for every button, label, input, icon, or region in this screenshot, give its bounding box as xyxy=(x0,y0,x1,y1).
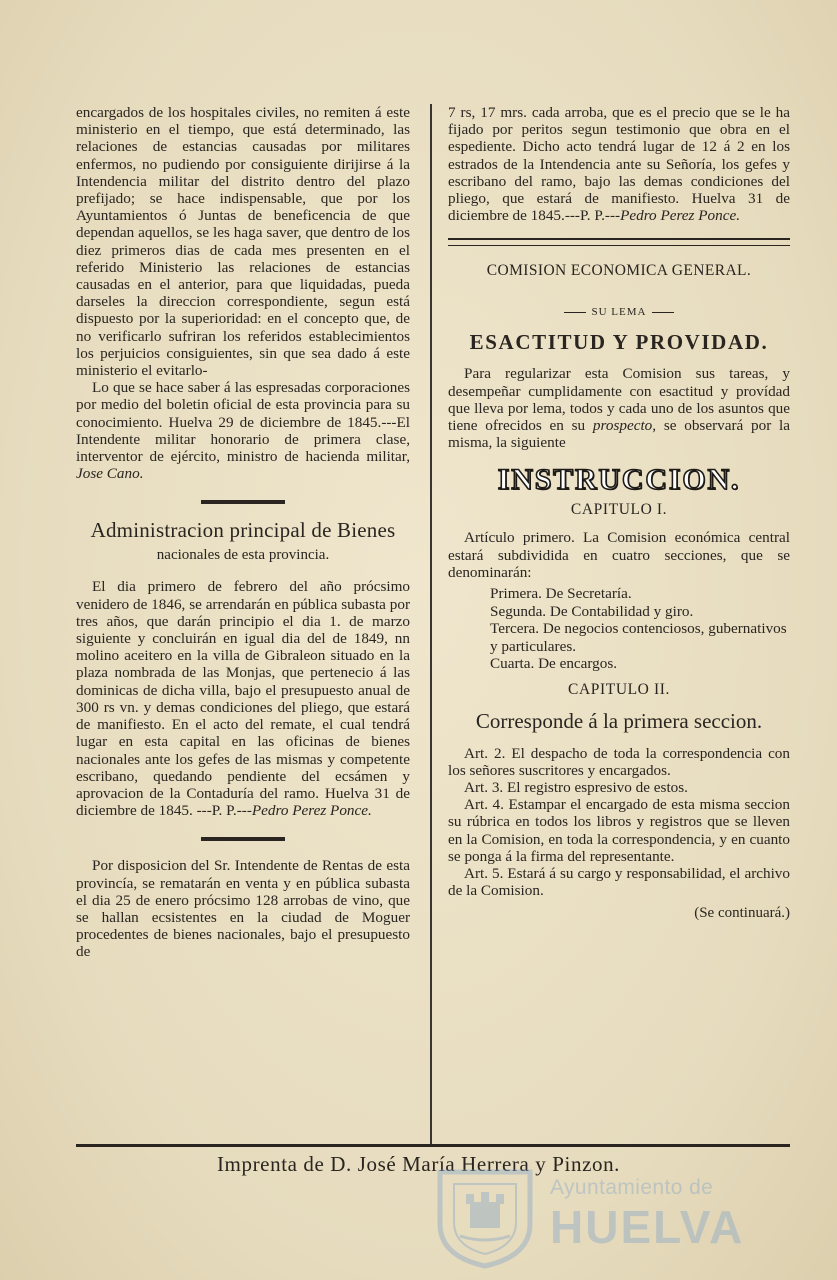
instruccion-title: INSTRUCCION. xyxy=(497,463,741,497)
su-lema: SU LEMA xyxy=(591,306,647,319)
art-5: Art. 5. Estará á su cargo y responsabilidad, el archivo de la Comision. xyxy=(448,864,790,900)
adm-paragraph xyxy=(76,578,410,819)
seccion-item: Cuarta. De encargos. xyxy=(490,655,618,673)
column-divider xyxy=(430,104,432,1144)
comision-title: COMISION ECONOMICA GENERAL. xyxy=(486,262,752,280)
secciones-list xyxy=(448,585,790,673)
se-continuara: (Se continuará.) xyxy=(694,905,790,922)
capitulo-1: CAPITULO I. xyxy=(570,501,668,519)
seccion-item: Tercera. De negocios contenciosos, gubernativos y particulares. xyxy=(490,620,787,655)
right-column xyxy=(448,104,790,922)
art-2: Art. 2. El despacho de toda la correspondencia con los señores suscritores y encargados. xyxy=(448,744,790,779)
cano-paragraph-text: Lo que se hace saber á las espresadas corporaciones por medio del boletin oficial de esta provincia para su conocimiento. Huelva 29 de diciembre de 1845.---El Intendente militar honorario de primera clase, interventor de ejército, ministro de hacienda militar, xyxy=(76,379,410,466)
seccion-item: Primera. De Secretaría. xyxy=(490,585,632,603)
continued-paragraph-text: 7 rs, 17 mrs. cada arroba, que es el precio que se le ha fijado por peritos segun testimonio que obra en el espediente. Dicho acto tendrá lugar de 12 á 2 en los estrados de la Intendencia ante su Señoría, los gefes y escribano del ramo, bajo las demas condiciones del pliego, que estará de manifiesto. Huelva 31 de diciembre de 1845.---P. P.--- xyxy=(448,104,790,225)
rentas-paragraph: Por disposicion del Sr. Intendente de Rentas de esta provincía, se rematarán en venta y en pública subasta el dia 25 de enero prócsimo 128 arrobas de vino, que se hallan ecsistentes en la ciudad de Moguer procedentes de bienes nacionales, bajo el presupuesto de xyxy=(76,857,410,961)
watermark-line2: HUELVA xyxy=(550,1201,745,1253)
cano-signature: Jose Cano. xyxy=(76,465,144,483)
lema-dash-right xyxy=(652,312,674,313)
reg-text-2: , se observará por la misma, la siguiente xyxy=(448,417,790,452)
reg-prospecto: prospecto xyxy=(592,417,653,435)
watermark-line1: Ayuntamiento de xyxy=(550,1176,714,1199)
adm-heading: Administracion principal de Bienes xyxy=(90,518,396,543)
art-4: Art. 4. Estampar el encargado de esta misma seccion su rúbrica en todos los libros y registros que se lleven en la Comision, en toda la correspondencia, y en cuanto se ponga á la firma del representante. xyxy=(448,796,790,865)
imprint-line: Imprenta de D. José María Herrera y Pinzon. xyxy=(216,1152,621,1176)
watermark xyxy=(430,1160,760,1270)
double-rule xyxy=(448,238,790,246)
art-3: Art. 3. El registro espresivo de estos. xyxy=(464,778,688,796)
seccion-item: Segunda. De Contabilidad y giro. xyxy=(490,602,694,620)
articulo-1: Artículo primero. La Comision económica central estará subdividida en cuatro secciones, que se denominarán: xyxy=(448,529,790,581)
reg-text-1: Para regularizar esta Comision sus tareas, y desempeñar cumplidamente con esactitud y provídad que lleva por lema, todos y cada uno de los asuntos que tiene ofrecidos en su xyxy=(448,365,790,435)
intro-paragraph: encargados de los hospitales civiles, no remiten á este ministerio en el tiempo, que está determinado, las relaciones de estancias causadas por militares enfermos, no pudiendo por consiguiente dirijirse á la Intendencia militar del distrito dentro del plazo prefijado; se hace indispensable, que por los Ayuntamientos ó Juntas de beneficencia de que dependan aquellos, se les haga saver, que dentro de los diez primeros dias de cada mes presenten en el referido Ministerio las relaciones de estancias causadas en el anterior, para que liquidadas, pueda darseles la direccion correspondiente, segun está dispuesto por la superioridad: en el concepto que, de no verificarlo sufriran los referidos establecimientos los perjuicios consiguientes, sin que sea dado á este ministerio el evitarlo- xyxy=(76,104,410,380)
adm-paragraph-text: El dia primero de febrero del año prócsimo venidero de 1846, se arrendarán en pública subasta por tres años, que darán principio el dia 1. de marzo siguiente y concluirán en igual dia del de 1849, nn molino aceitero en la villa de Gibraleon situado en la plaza nombrada de las Monjas, que pertenecio á las dominicas de dicha villa, bajo el presupuesto anual de 300 rs vn. y demas condiciones del pliego, que estará de manifiesto. En el acto del remate, el cual tendrá lugar en esta capital en las oficinas de bienes nacionales ante los gefes de las mismas y competente escribano, quedando pendiente del ecsámen y aprovacion de la Contaduría del ramo. Huelva 31 de diciembre de 1845. ---P. P.--- xyxy=(76,578,410,820)
regularizar-paragraph xyxy=(448,365,790,451)
cano-paragraph xyxy=(76,379,410,482)
su-lema-line xyxy=(448,306,790,318)
adm-signature: Pedro Perez Ponce. xyxy=(251,802,372,820)
bottom-rule xyxy=(76,1144,790,1147)
corresponde-heading: Corresponde á la primera seccion. xyxy=(475,708,763,733)
left-column xyxy=(76,104,410,961)
huelva-seal-icon xyxy=(430,1164,540,1269)
adm-subheading: nacionales de esta provincia. xyxy=(156,547,330,564)
continued-paragraph xyxy=(448,104,790,224)
continued-signature: Pedro Perez Ponce. xyxy=(620,207,740,225)
motto: ESACTITUD Y PROVIDAD. xyxy=(469,330,769,355)
lema-dash-left xyxy=(564,312,586,313)
capitulo-2: CAPITULO II. xyxy=(568,680,670,698)
